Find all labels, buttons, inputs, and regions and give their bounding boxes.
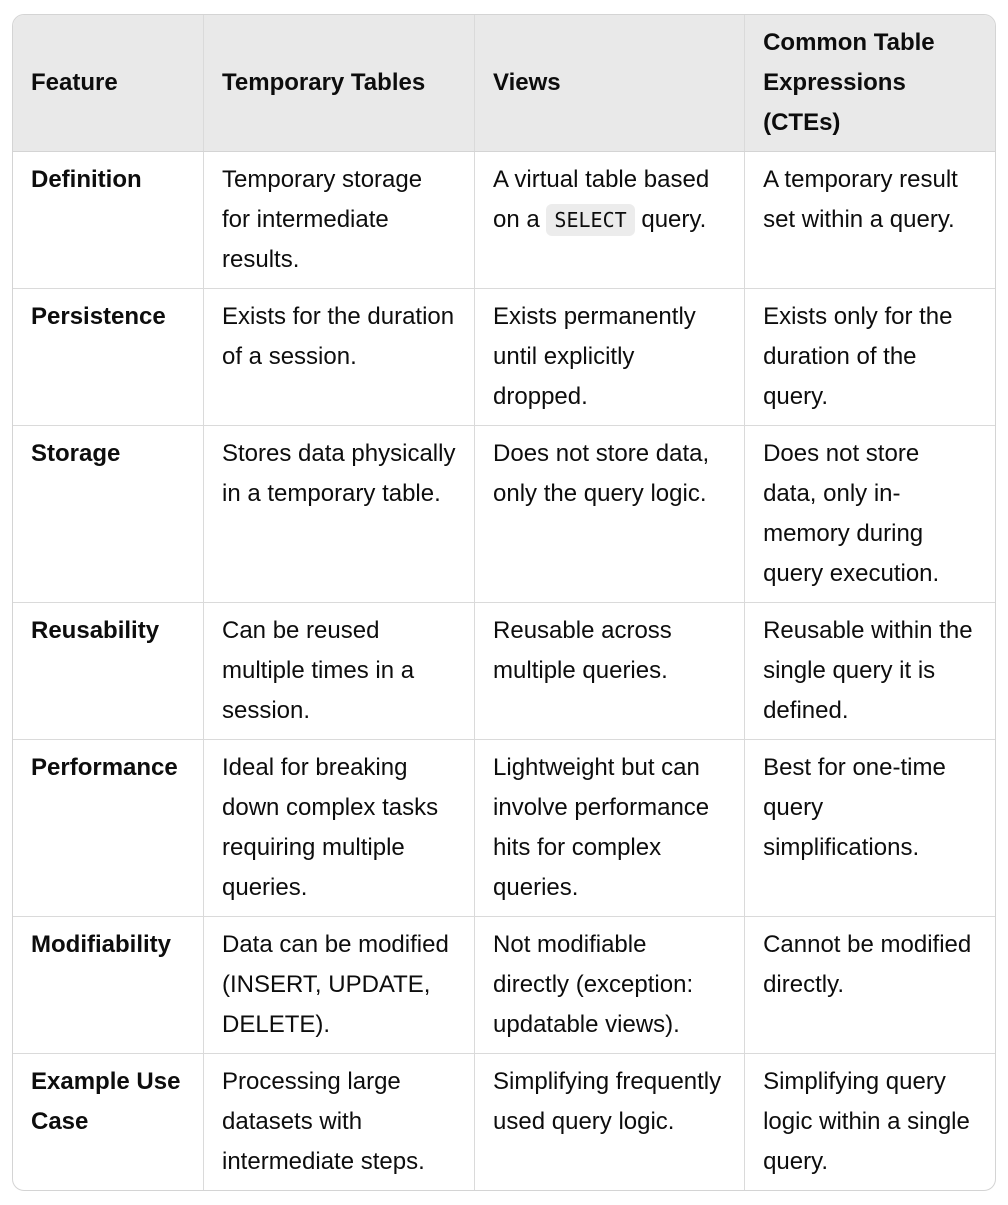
cell-text: A virtual table based on a — [493, 166, 710, 233]
table-row-example-use-case — [13, 1054, 995, 1191]
table-row-reusability — [13, 603, 995, 740]
table-cell: Reusable within the single query it is defined. — [745, 603, 995, 740]
column-header-feature: Feature — [13, 15, 204, 152]
column-header-ctes: Common Table Expressions (CTEs) — [745, 15, 995, 152]
table-cell: Lightweight but can involve performance hits for complex queries. — [475, 740, 745, 917]
row-header-cell: Persistence — [13, 289, 204, 426]
row-header-cell: Modifiability — [13, 917, 204, 1054]
table-cell: Processing large datasets with intermediate steps. — [204, 1054, 475, 1191]
table-row-persistence — [13, 289, 995, 426]
row-header-cell: Definition — [13, 152, 204, 289]
cell-text: query. — [634, 206, 707, 233]
table-cell: Data can be modified (INSERT, UPDATE, DELETE). — [204, 917, 475, 1054]
table-body — [13, 152, 995, 1191]
table-cell: Temporary storage for intermediate results. — [204, 152, 475, 289]
table-cell: Cannot be modified directly. — [745, 917, 995, 1054]
table-header — [13, 15, 995, 152]
row-header-cell: Performance — [13, 740, 204, 917]
table-cell: Can be reused multiple times in a session. — [204, 603, 475, 740]
row-header-cell: Reusability — [13, 603, 204, 740]
inline-code-select: SELECT — [546, 204, 634, 236]
header-row — [13, 15, 995, 152]
table-cell: Exists only for the duration of the query. — [745, 289, 995, 426]
table-row-storage — [13, 426, 995, 603]
table-cell: Reusable across multiple queries. — [475, 603, 745, 740]
table-cell: Exists for the duration of a session. — [204, 289, 475, 426]
column-header-temporary-tables: Temporary Tables — [204, 15, 475, 152]
row-header-cell: Example Use Case — [13, 1054, 204, 1191]
table-cell: Stores data physically in a temporary table. — [204, 426, 475, 603]
table-cell: Not modifiable directly (exception: updatable views). — [475, 917, 745, 1054]
table-cell: Does not store data, only the query logic. — [475, 426, 745, 603]
table-row-definition — [13, 152, 995, 289]
table-cell: Exists permanently until explicitly dropped. — [475, 289, 745, 426]
table-row-modifiability — [13, 917, 995, 1054]
table-cell: Ideal for breaking down complex tasks requiring multiple queries. — [204, 740, 475, 917]
table-cell: Simplifying query logic within a single query. — [763, 1068, 970, 1175]
row-header-cell: Storage — [13, 426, 204, 603]
column-header-views: Views — [475, 15, 745, 152]
table-cell: Best for one-time query simplifications. — [745, 740, 995, 917]
comparison-table — [13, 15, 995, 1190]
table-cell: A temporary result set within a query. — [745, 152, 995, 289]
table-cell: Simplifying frequently used query logic. — [475, 1054, 745, 1191]
comparison-table-container — [12, 14, 996, 1191]
table-cell — [475, 152, 745, 289]
table-cell: Does not store data, only in-memory during query execution. — [745, 426, 995, 603]
table-row-performance — [13, 740, 995, 917]
